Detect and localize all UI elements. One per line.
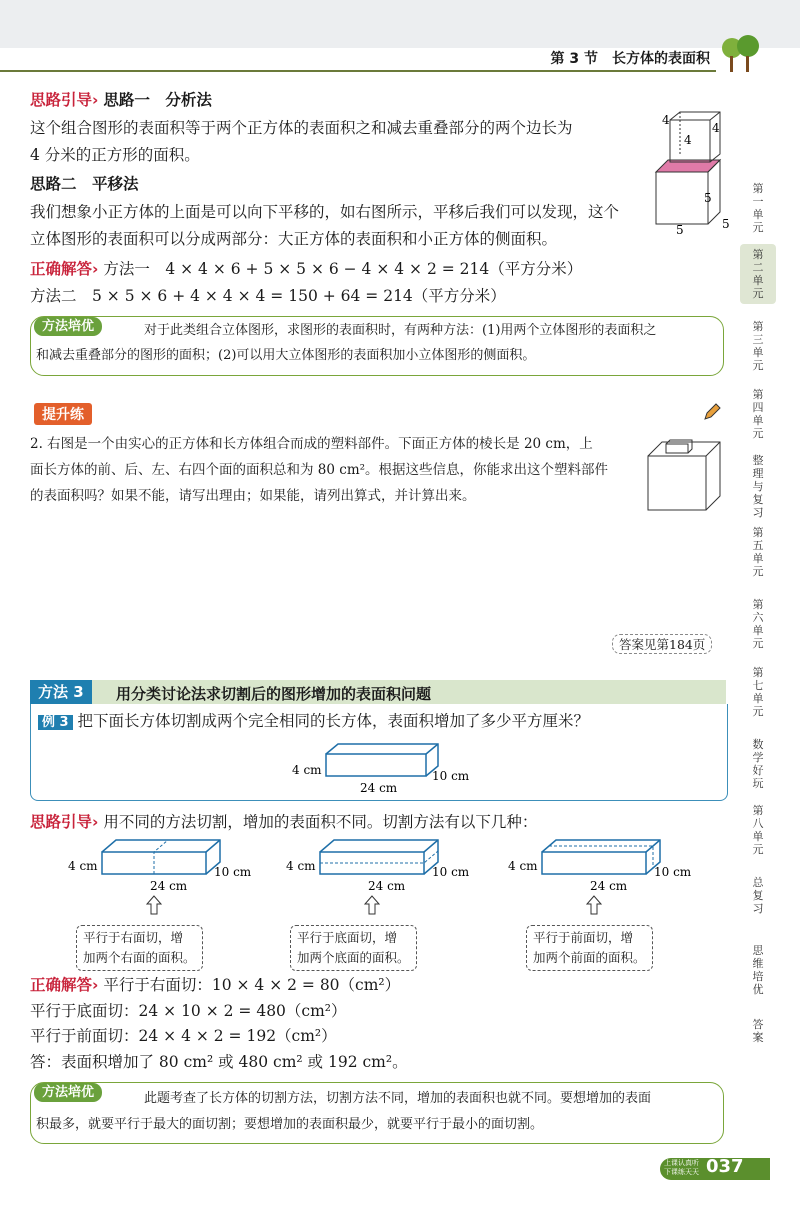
para2-line1: 我们想象小正方体的上面是可以向下平移的，如右图所示，平移后我们可以发现，这个	[30, 203, 620, 221]
svg-text:10 cm: 10 cm	[432, 865, 470, 879]
svg-text:4 cm: 4 cm	[292, 763, 322, 777]
answer-line-3: 平行于前面切：24 × 4 × 2 = 192（cm²）	[30, 1027, 337, 1045]
stacked-cubes-figure	[648, 110, 728, 235]
guide-line-2: 思路引导› 用不同的方法切割，增加的表面积不同。切割方法有以下几种：	[30, 813, 538, 831]
cut-right-figure	[66, 834, 260, 916]
method3-title: 用分类讨论法求切割后的图形增加的表面积问题	[116, 685, 432, 703]
idea2: 思路二 平移法	[30, 175, 139, 193]
answer-line-1: 正确解答› 平行于右面切：10 × 4 × 2 = 80（cm²）	[30, 976, 401, 994]
plastic-part-figure	[644, 436, 726, 514]
answer-method2: 方法二 5 × 5 × 6 + 4 × 4 × 4 = 150 + 64 = 214（平方分米）	[30, 287, 506, 305]
svg-text:4: 4	[684, 133, 692, 147]
tip1-line1: 对于此类组合立体图形，求图形的表面积时，有两种方法：(1)用两个立体图形的表面积之	[144, 323, 657, 338]
tree-icon	[718, 34, 762, 74]
side-tab[interactable]: 答 案	[752, 1018, 764, 1044]
side-tab[interactable]: 数 学 好 玩	[752, 738, 764, 790]
side-tab[interactable]: 第 二 单 元	[740, 244, 776, 304]
method-tip-badge-1: 方法培优	[34, 315, 102, 334]
tip2-line2: 积最多，就要平行于最大的面切割；要想增加的表面积最少，就要平行于最小的面切割。	[36, 1117, 544, 1132]
svg-text:24 cm: 24 cm	[150, 879, 188, 893]
chapter-title: 第 3 节 长方体的表面积	[550, 51, 710, 67]
cut-front-figure	[506, 834, 700, 916]
method-tip-badge-2: 方法培优	[34, 1081, 102, 1100]
footer-slogan: 上课认真听 下课练天天	[664, 1159, 699, 1176]
svg-text:24 cm: 24 cm	[360, 781, 398, 795]
answer-line-2: 平行于底面切：24 × 10 × 2 = 480（cm²）	[30, 1002, 347, 1020]
svg-text:5: 5	[676, 223, 684, 237]
practice-line1: 2. 右图是一个由实心的正方体和长方体组合而成的塑料部件。下面正方体的棱长是 20 cm，上	[30, 436, 593, 452]
cut-right-note: 平行于右面切，增 加两个右面的面积。	[76, 925, 203, 971]
side-tab[interactable]: 第 六 单 元	[752, 598, 764, 650]
svg-text:5: 5	[722, 217, 730, 231]
side-tab[interactable]: 总 复 习	[752, 876, 764, 915]
side-tab[interactable]: 思 维 培 优	[752, 944, 764, 996]
para1-line2: 4 分米的正方形的面积。	[30, 146, 200, 164]
answer-method1: 正确解答› 方法一 4 × 4 × 6 + 5 × 5 × 6 − 4 × 4 × 2 = 214（平方分米）	[30, 260, 583, 278]
practice-line3: 的表面积吗？如果不能，请写出理由；如果能，请列出算式，并计算出来。	[30, 488, 476, 504]
side-tab[interactable]: 第 四 单 元	[752, 388, 764, 440]
tip2-line1: 此题考查了长方体的切割方法，切割方法不同，增加的表面积也就不同。要想增加的表面	[144, 1091, 652, 1106]
method3-tag: 方法 3	[30, 680, 92, 704]
example3-question: 例 3 把下面长方体切割成两个完全相同的长方体，表面积增加了多少平方厘米？	[38, 709, 589, 735]
svg-text:4 cm: 4 cm	[286, 859, 316, 873]
svg-text:5: 5	[704, 191, 712, 205]
svg-text:10 cm: 10 cm	[432, 769, 470, 783]
svg-text:10 cm: 10 cm	[654, 865, 692, 879]
header-band	[0, 0, 800, 48]
practice-badge: 提升练	[34, 403, 92, 425]
svg-text:24 cm: 24 cm	[368, 879, 406, 893]
side-tab[interactable]: 第 一 单 元	[752, 182, 764, 234]
para2-line2: 立体图形的表面积可以分成两部分：大正方体的表面积和小正方体的侧面积。	[30, 230, 558, 248]
svg-text:4 cm: 4 cm	[68, 859, 98, 873]
cut-bottom-figure	[284, 834, 478, 916]
page-number: 037	[706, 1156, 744, 1177]
svg-text:24 cm: 24 cm	[590, 879, 628, 893]
side-tab[interactable]: 整 理 与 复 习	[752, 454, 764, 519]
svg-text:4: 4	[662, 113, 670, 127]
svg-text:4: 4	[712, 121, 720, 135]
side-tab[interactable]: 第 三 单 元	[752, 320, 764, 372]
guide-label: 思路引导	[30, 91, 93, 109]
practice-line2: 面长方体的前、后、左、右四个面的面积总和为 80 cm²。根据这些信息，你能求出这个塑料部件	[30, 462, 609, 478]
side-tab[interactable]: 第 八 单 元	[752, 804, 764, 856]
pencil-icon	[702, 402, 722, 422]
side-tab[interactable]: 第 七 单 元	[752, 666, 764, 718]
side-tab[interactable]: 第 五 单 元	[752, 526, 764, 578]
guide-line-1: 思路引导› 思路一 分析法	[30, 91, 212, 109]
tip1-line2: 和减去重叠部分的图形的面积；(2)可以用大立体图形的表面积加小立体图形的侧面积。	[36, 348, 536, 363]
svg-text:10 cm: 10 cm	[214, 865, 252, 879]
cut-front-note: 平行于前面切，增 加两个前面的面积。	[526, 925, 653, 971]
para1-line1: 这个组合图形的表面积等于两个正方体的表面积之和减去重叠部分的两个边长为	[30, 119, 573, 137]
cut-bottom-note: 平行于底面切，增 加两个底面的面积。	[290, 925, 417, 971]
answer-reference[interactable]: 答案见第184页	[612, 634, 712, 654]
cuboid-figure	[290, 740, 480, 796]
svg-text:4 cm: 4 cm	[508, 859, 538, 873]
answer-line-4: 答：表面积增加了 80 cm² 或 480 cm² 或 192 cm²。	[30, 1053, 408, 1071]
